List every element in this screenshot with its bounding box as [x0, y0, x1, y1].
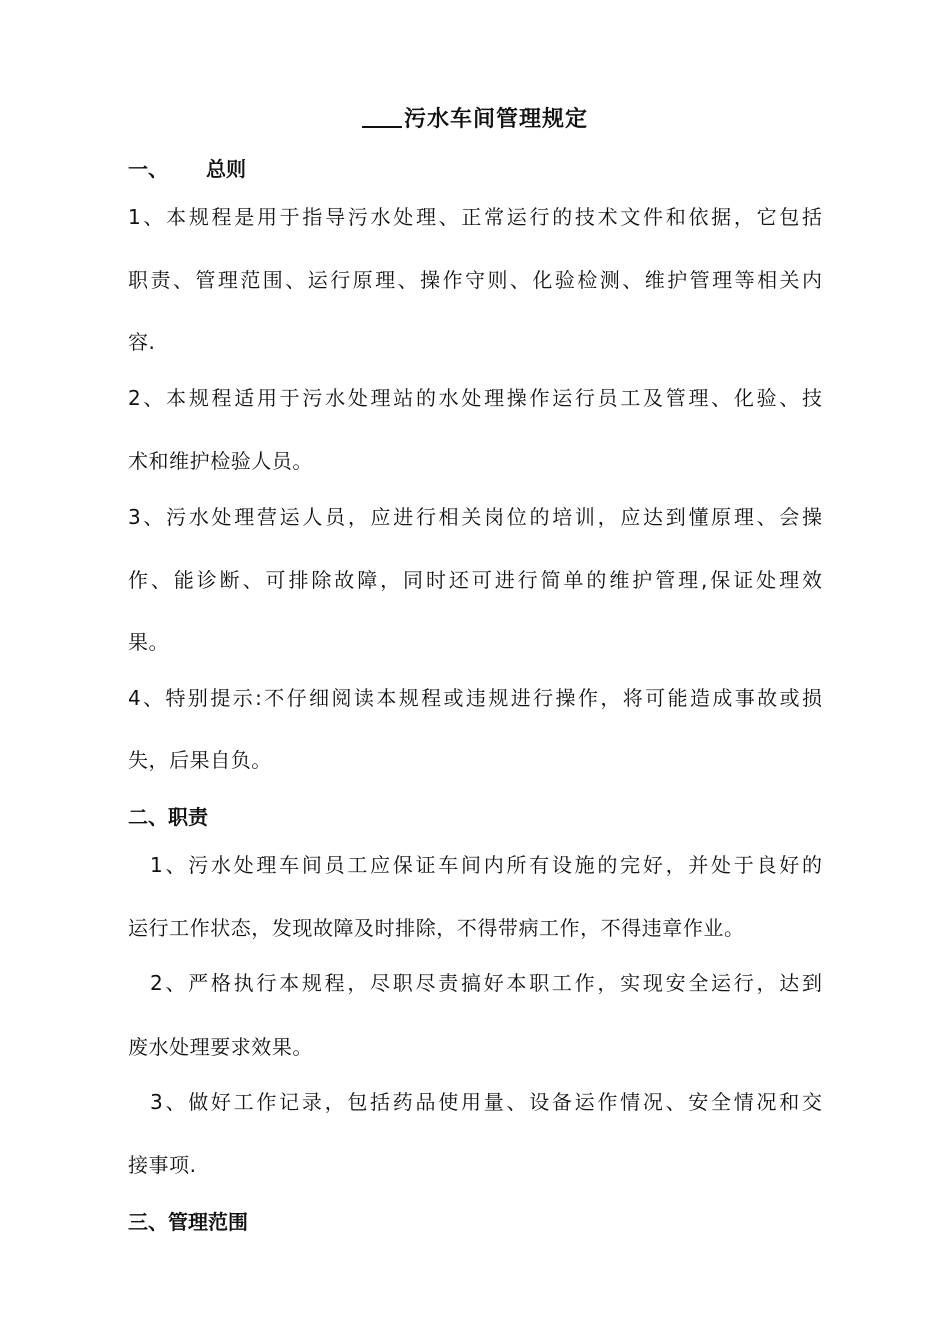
- title-blank-underline: [362, 104, 402, 128]
- section-3-heading: 三、管理范围: [128, 1210, 248, 1234]
- paragraph-line: 废水处理要求效果。: [128, 1035, 313, 1059]
- paragraph-line: 失，后果自负。: [128, 748, 272, 772]
- paragraph-line: 2、严格执行本规程，尽职尽责搞好本职工作，实现安全运行，达到: [150, 971, 822, 995]
- document-title-text: 污水车间管理规定: [403, 107, 588, 132]
- paragraph-line: 2、本规程适用于污水处理站的水处理操作运行员工及管理、化验、技: [128, 386, 822, 410]
- paragraph-line: 果。: [128, 630, 170, 654]
- section-1-title: 总则: [206, 157, 246, 181]
- section-1-heading: [128, 154, 246, 184]
- paragraph-line: 3、做好工作记录，包括药品使用量、设备运作情况、安全情况和交: [150, 1090, 822, 1114]
- document-title: [0, 104, 950, 135]
- paragraph-line: 1、本规程是用于指导污水处理、正常运行的技术文件和依据，它包括: [128, 205, 822, 229]
- paragraph-line: 术和维护检验人员。: [128, 449, 313, 473]
- paragraph-line: 职责、管理范围、运行原理、操作守则、化验检测、维护管理等相关内: [128, 268, 822, 292]
- section-1-number: 一、: [128, 157, 168, 181]
- paragraph-line: 4、特别提示:不仔细阅读本规程或违规进行操作，将可能造成事故或损: [128, 686, 822, 710]
- paragraph-line: 1、污水处理车间员工应保证车间内所有设施的完好，并处于良好的: [150, 853, 822, 877]
- paragraph-line: 运行工作状态，发现故障及时排除，不得带病工作，不得违章作业。: [128, 916, 745, 940]
- paragraph-line: 3、污水处理营运人员，应进行相关岗位的培训，应达到懂原理、会操: [128, 505, 822, 529]
- paragraph-line: 作、能诊断、可排除故障，同时还可进行简单的维护管理,保证处理效: [128, 568, 822, 592]
- section-2-heading: 二、职责: [128, 805, 208, 829]
- paragraph-line: 接事项.: [128, 1153, 197, 1177]
- paragraph-line: 容.: [128, 330, 156, 354]
